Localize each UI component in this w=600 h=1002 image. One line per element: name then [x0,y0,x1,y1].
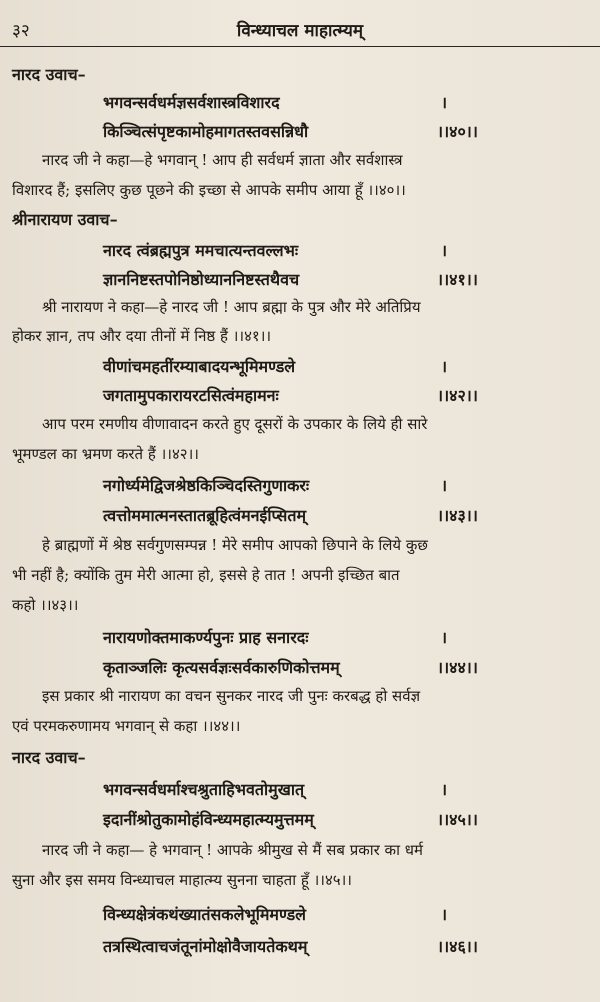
verse-line: त्वत्तोममात्मनस्तातब्रूहित्वंमनईप्सितम् [103,506,307,525]
translation-line: भी नहीं है; क्योंकि तुम मेरी आत्मा हो, इससे हे तात ! अपनी इच्छित बात [12,566,400,584]
verse-line: नारद त्वंब्रह्मपुत्र ममचात्यन्तवल्लभः [103,241,299,260]
verse-line: भगवन्सर्वधर्मज्ञसर्वशास्त्रविशारद [103,93,280,112]
verse-number: ।।४६।। [437,937,478,956]
verse-line: वीणांचमहतींरम्याबादयन्भूमिमण्डले [103,357,296,376]
page-title: विन्ध्याचल माहात्म्यम् [236,21,364,41]
translation-line: नारद जी ने कहा—हे भगवान् ! आप ही सर्वधर्म ज्ञाता और सर्वशास्त्र [42,151,403,169]
translation-line: विशारद हैं; इसलिए कुछ पूछने की इच्छा से आपके समीप आया हूँ ।।४०।। [12,181,406,199]
translation-line: एवं परमकरुणामय भगवान् से कहा ।।४४।। [12,717,241,735]
speaker-heading: श्रीनारायण उवाच– [12,210,118,229]
verse-line: ज्ञाननिष्टस्तपोनिष्ठोध्याननिष्टस्तथैवच [103,270,300,289]
translation-line: भूमण्डल का भ्रमण करते हैं ।।४२।। [12,445,199,463]
verse-number: ।।४४।। [437,658,478,677]
verse-danda: । [441,476,448,495]
page-header [0,12,600,47]
verse-line: किञ्चित्संपृष्टकामोहमागतस्तवसन्निधौ [103,122,309,141]
verse-danda: । [441,780,448,799]
translation-line: हे ब्राह्मणों में श्रेष्ठ सर्वगुणसम्पन्न ! मेरे समीप आपको छिपाने के लिये कुछ [42,536,428,554]
verse-line: कृताञ्जलिः कृत्यसर्वज्ञःसर्वकारुणिकोत्तमम् [103,658,340,677]
translation-line: आप परम रमणीय वीणावादन करते हुए दूसरों के उपकार के लिये ही सारे [42,415,428,433]
verse-number: ।।४३।। [437,506,478,525]
verse-line: जगतामुपकारायरटसित्वंमहामनः [103,386,279,405]
verse-line: नारायणोक्तमाकर्ण्यपुनः प्राह सनारदः [103,628,309,647]
verse-danda: । [441,628,448,647]
verse-number: ।।४५।। [437,810,478,829]
verse-number: ।।४०।। [437,122,478,141]
verse-danda: । [441,93,448,112]
speaker-heading: नारद उवाच– [12,748,86,767]
verse-danda: । [441,905,448,924]
verse-line: नगोर्ध्यमेद्विजश्रेष्ठकिञ्चिदस्तिगुणाकरः [103,476,310,495]
translation-line: नारद जी ने कहा— हे भगवान् ! आपके श्रीमुख से मैं सब प्रकार का धर्म [42,841,423,859]
verse-danda: । [441,357,448,376]
verse-number: ।।४२।। [437,386,478,405]
verse-number: ।।४१।। [437,270,478,289]
verse-danda: । [441,241,448,260]
translation-line: सुना और इस समय विन्ध्याचल माहात्म्य सुनना चाहता हूँ ।।४५।। [12,871,352,889]
verse-line: भगवन्सर्वधर्माश्चश्रुताहिभवतोमुखात् [103,780,305,799]
verse-line: विन्ध्यक्षेत्रंकथंख्यातंसकलेभूमिमण्डले [103,905,306,924]
translation-line: इस प्रकार श्री नारायण का वचन सुनकर नारद जी पुनः करबद्ध हो सर्वज्ञ [42,687,421,705]
translation-line: होकर ज्ञान, तप और दया तीनों में निष्ठ हैं ।।४१।। [12,327,272,345]
translation-line: श्री नारायण ने कहा—हे नारद जी ! आप ब्रह्मा के पुत्र और मेरे अतिप्रिय [42,298,421,316]
translation-line: कहो ।।४३।। [12,596,79,614]
verse-line: इदानींश्रोतुकामोहंविन्ध्यमहात्म्यमुत्तमम् [103,810,314,829]
verse-line: तत्रस्थित्वाचजंतूनांमोक्षोवैजायतेकथम् [103,937,308,956]
page-number: ३२ [12,21,30,41]
speaker-heading: नारद उवाच– [12,65,86,84]
